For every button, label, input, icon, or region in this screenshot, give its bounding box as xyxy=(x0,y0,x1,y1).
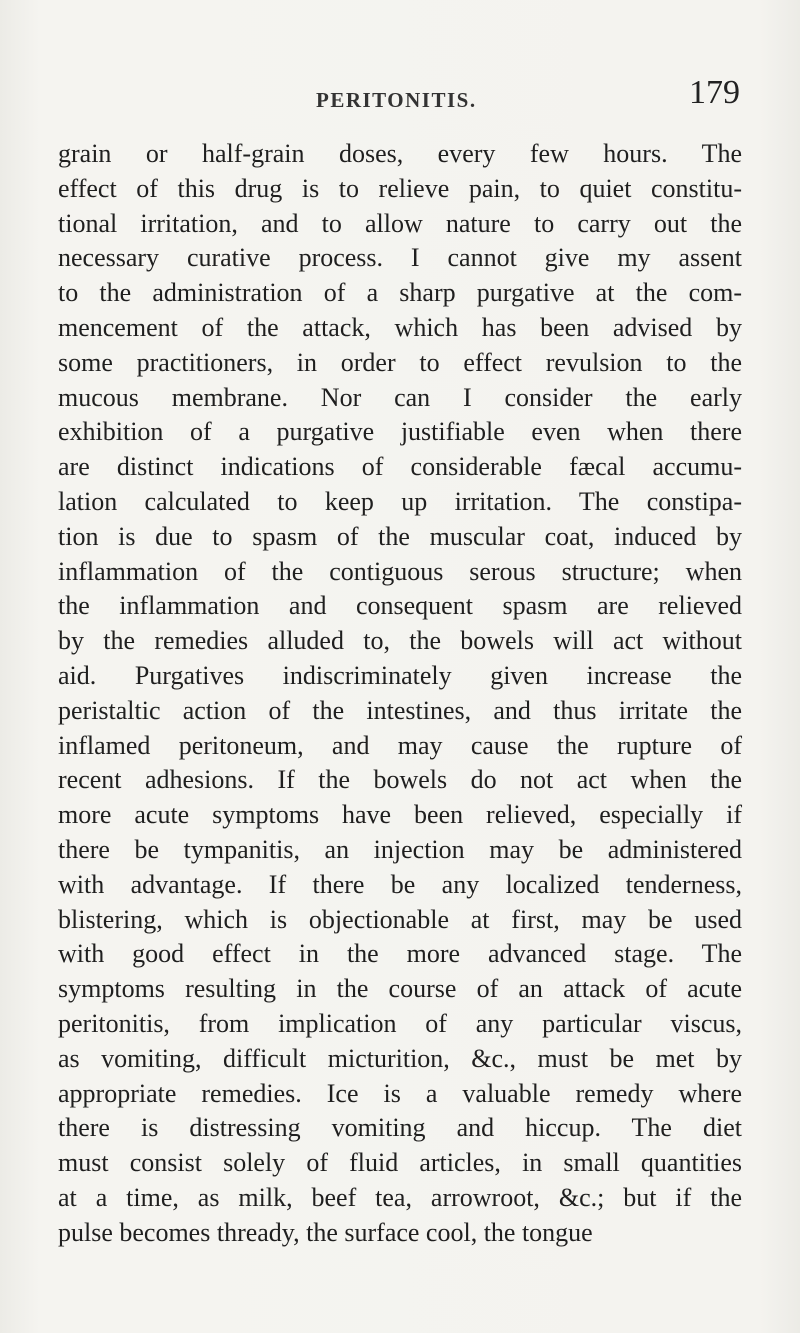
text-line: more acute symptoms have been relieved, especially if xyxy=(58,800,742,830)
text-line: with advantage. If there be any localized tenderness, xyxy=(58,869,742,899)
text-line: pulse becomes thready, the surface cool, the tongue xyxy=(58,1217,593,1247)
text-line: to the administration of a sharp purgative at the com- xyxy=(58,278,742,308)
page-header xyxy=(58,70,740,120)
running-head: PERITONITIS. xyxy=(316,88,477,112)
text-line: aid. Purgatives indiscriminately given increase the xyxy=(58,660,742,690)
text-line: some practitioners, in order to effect revulsion to the xyxy=(58,347,742,377)
text-line: peritonitis, from implication of any particular viscus, xyxy=(58,1008,742,1038)
text-line: there be tympanitis, an injection may be administered xyxy=(58,834,742,864)
text-line: inflamed peritoneum, and may cause the rupture of xyxy=(58,730,742,760)
text-line: by the remedies alluded to, the bowels will act without xyxy=(58,626,742,656)
text-line: grain or half-grain doses, every few hours. The xyxy=(58,139,742,168)
text-line: effect of this drug is to relieve pain, to quiet constitu- xyxy=(58,173,742,203)
text-line: are distinct indications of considerable fæcal accumu- xyxy=(58,452,742,482)
text-line: inflammation of the contiguous serous structure; when xyxy=(58,556,742,586)
body-text xyxy=(58,137,742,1251)
text-line: recent adhesions. If the bowels do not act when the xyxy=(58,765,742,795)
text-line: tional irritation, and to allow nature to carry out the xyxy=(58,208,742,238)
text-line: exhibition of a purgative justifiable even when there xyxy=(58,417,742,447)
text-line: mencement of the attack, which has been advised by xyxy=(58,312,742,342)
text-line: at a time, as milk, beef tea, arrowroot, &c.; but if the xyxy=(58,1182,742,1212)
page-number: 179 xyxy=(689,74,740,111)
text-line: must consist solely of fluid articles, in small quantities xyxy=(58,1148,742,1178)
text-line: tion is due to spasm of the muscular coat, induced by xyxy=(58,521,742,551)
text-line: blistering, which is objectionable at first, may be used xyxy=(58,904,742,934)
text-line: the inflammation and consequent spasm are relieved xyxy=(58,591,742,621)
text-line: there is distressing vomiting and hiccup. The diet xyxy=(58,1113,742,1143)
text-line: symptoms resulting in the course of an attack of acute xyxy=(58,974,742,1004)
text-line: appropriate remedies. Ice is a valuable remedy where xyxy=(58,1078,742,1108)
text-line: mucous membrane. Nor can I consider the early xyxy=(58,382,742,412)
text-line: as vomiting, difficult micturition, &c., must be met by xyxy=(58,1043,742,1073)
text-line: peristaltic action of the intestines, and thus irritate the xyxy=(58,695,742,725)
text-line: necessary curative process. I cannot give my assent xyxy=(58,243,742,273)
text-line: lation calculated to keep up irritation. The constipa- xyxy=(58,486,742,516)
text-line: with good effect in the more advanced stage. The xyxy=(58,939,742,969)
